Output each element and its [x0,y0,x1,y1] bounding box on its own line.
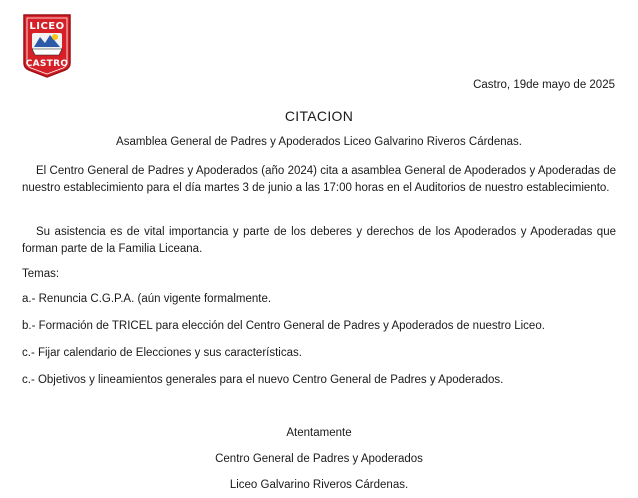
topics-label: Temas: [22,268,60,280]
school-logo-icon [22,13,72,79]
signature-organization: Centro General de Padres y Apoderados [215,453,423,465]
paragraph-text: Su asistencia es de vital importancia y parte de los deberes y derechos de los Apoderados y Apoderadas que forman parte de la Familia Liceana. [22,226,616,255]
document-title: CITACION [284,108,354,124]
signature-closing: Atentamente [286,427,352,439]
topic-item: a.- Renuncia C.G.P.A. (aún vigente formalmente. [22,293,272,305]
svg-text:CASTRO: CASTRO [25,59,69,69]
topic-item: b.- Formación de TRICEL para elección del Centro General de Padres y Apoderados de nuestro Liceo. [22,320,545,332]
document-date: Castro, 19de mayo de 2025 [473,79,615,91]
paragraph-convocation [22,163,616,196]
topic-item: c.- Objetivos y lineamientos generales para el nuevo Centro General de Padres y Apoderados. [22,374,504,386]
paragraph-text: El Centro General de Padres y Apoderados (año 2024) cita a asamblea General de Apoderados y Apoderadas de nuestro establecimiento para el día martes 3 de junio a las 17:00 horas en el Auditorios de nuestro establecimiento. [22,165,616,194]
paragraph-importance [22,224,616,257]
document-subtitle: Asamblea General de Padres y Apoderados Liceo Galvarino Riveros Cárdenas. [116,136,522,148]
topic-item: c.- Fijar calendario de Elecciones y sus características. [22,347,302,359]
svg-text:LICEO: LICEO [29,21,65,32]
signature-school: Liceo Galvarino Riveros Cárdenas. [229,479,409,491]
